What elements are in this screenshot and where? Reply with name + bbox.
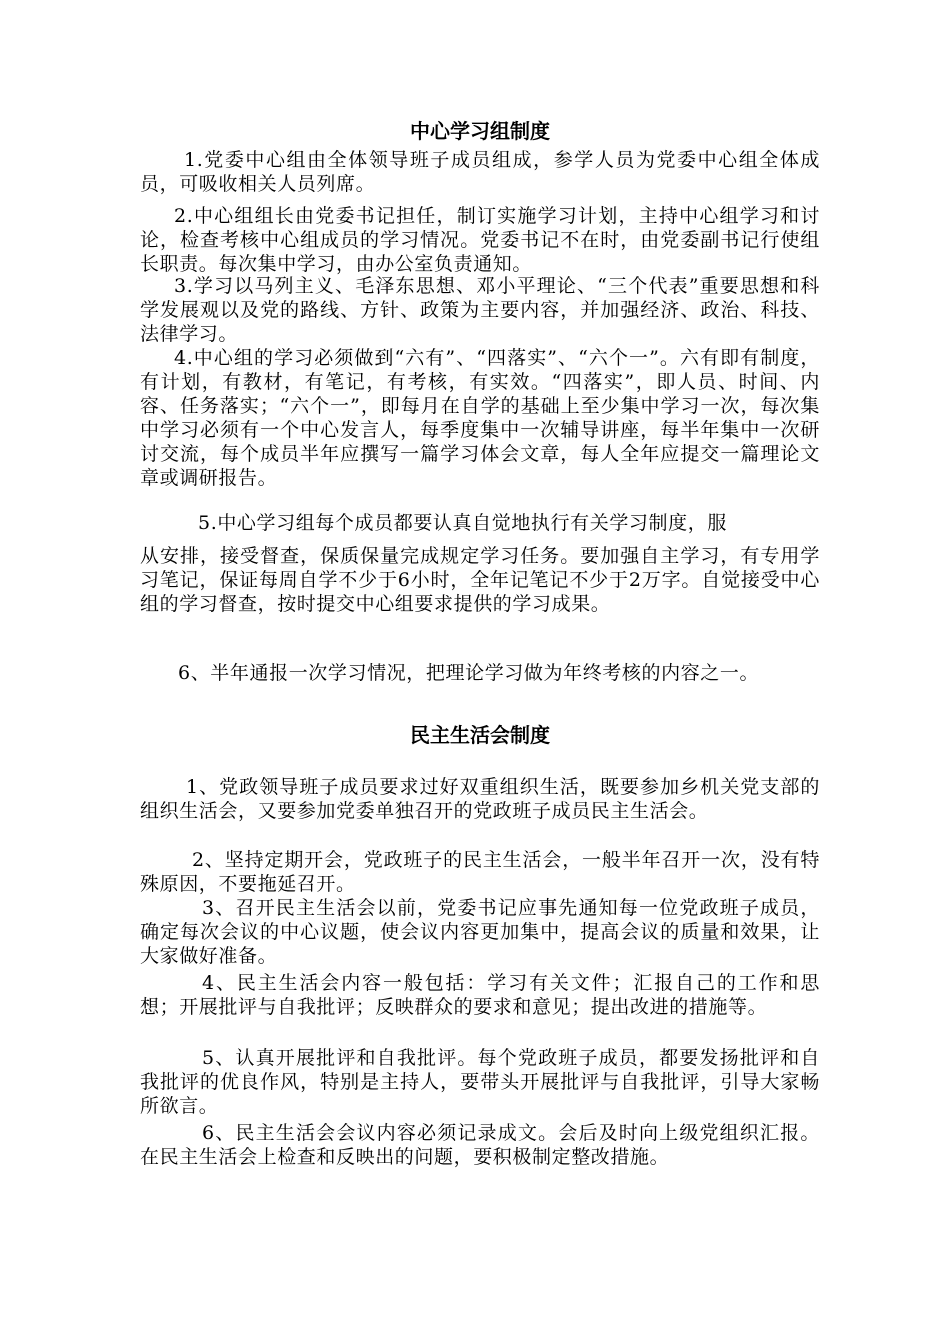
section-title-study-group: 中心学习组制度 bbox=[410, 119, 550, 143]
meeting-rule-1: 1、党政领导班子成员要求过好双重组织生活，既要参加乡机关党支部的组织生活会，又要参加党委单独召开的党政班子成员民主生活会。 bbox=[140, 776, 820, 822]
meeting-rule-3: 3、召开民主生活会以前，党委书记应事先通知每一位党政班子成员，确定每次会议的中心议题，使会议内容更加集中，提高会议的质量和效果，让大家做好准备。 bbox=[140, 897, 820, 967]
section-title-democratic-life-meeting: 民主生活会制度 bbox=[410, 723, 550, 747]
study-rule-6: 6、半年通报一次学习情况，把理论学习做为年终考核的内容之一。 bbox=[178, 662, 760, 684]
study-rule-2: 2.中心组组长由党委书记担任，制订实施学习计划，主持中心组学习和讨论，检查考核中心组成员的学习情况。党委书记不在时，由党委副书记行使组长职责。每次集中学习，由办公室负责通知。 bbox=[140, 205, 820, 275]
study-rule-3: 3.学习以马列主义、毛泽东思想、邓小平理论、“三个代表”重要思想和科学发展观以及党的路线、方针、政策为主要内容，并加强经济、政治、科技、法律学习。 bbox=[140, 275, 820, 345]
meeting-rule-2: 2、坚持定期开会，党政班子的民主生活会，一般半年召开一次，没有特殊原因，不要拖延召开。 bbox=[140, 849, 820, 895]
study-rule-1: 1.党委中心组由全体领导班子成员组成，参学人员为党委中心组全体成员，可吸收相关人员列席。 bbox=[140, 149, 820, 195]
study-rule-5-continuation: 从安排，接受督查，保质保量完成规定学习任务。要加强自主学习，有专用学习笔记，保证每周自学不少于6小时，全年记笔记不少于2万字。自觉接受中心组的学习督查，按时提交中心组要求提供的学习成果。 bbox=[140, 545, 820, 615]
meeting-rule-5: 5、认真开展批评和自我批评。每个党政班子成员，都要发扬批评和自我批评的优良作风，特别是主持人，要带头开展批评与自我批评，引导大家畅所欲言。 bbox=[140, 1047, 820, 1117]
meeting-rule-4: 4、民主生活会内容一般包括：学习有关文件；汇报自己的工作和思想；开展批评与自我批评；反映群众的要求和意见；提出改进的措施等。 bbox=[140, 972, 820, 1018]
study-rule-5-first-line: 5.中心学习组每个成员都要认真自觉地执行有关学习制度，服 bbox=[198, 512, 727, 534]
meeting-rule-6: 6、民主生活会会议内容必须记录成文。会后及时向上级党组织汇报。在民主生活会上检查和反映出的问题，要积极制定整改措施。 bbox=[140, 1122, 820, 1168]
study-rule-4: 4.中心组的学习必须做到“六有”、“四落实”、“六个一”。六有即有制度，有计划，有教材，有笔记，有考核，有实效。“四落实”，即人员、时间、内容、任务落实；“六个一”，即每月在自学的基础上至少集中学习一次，每次集中学习必须有一个中心发言人，每季度集中一次辅导讲座，每半年集中一次研讨交流，每个成员半年应撰写一篇学习体会文章，每人全年应提交一篇理论文章或调研报告。 bbox=[140, 347, 820, 489]
